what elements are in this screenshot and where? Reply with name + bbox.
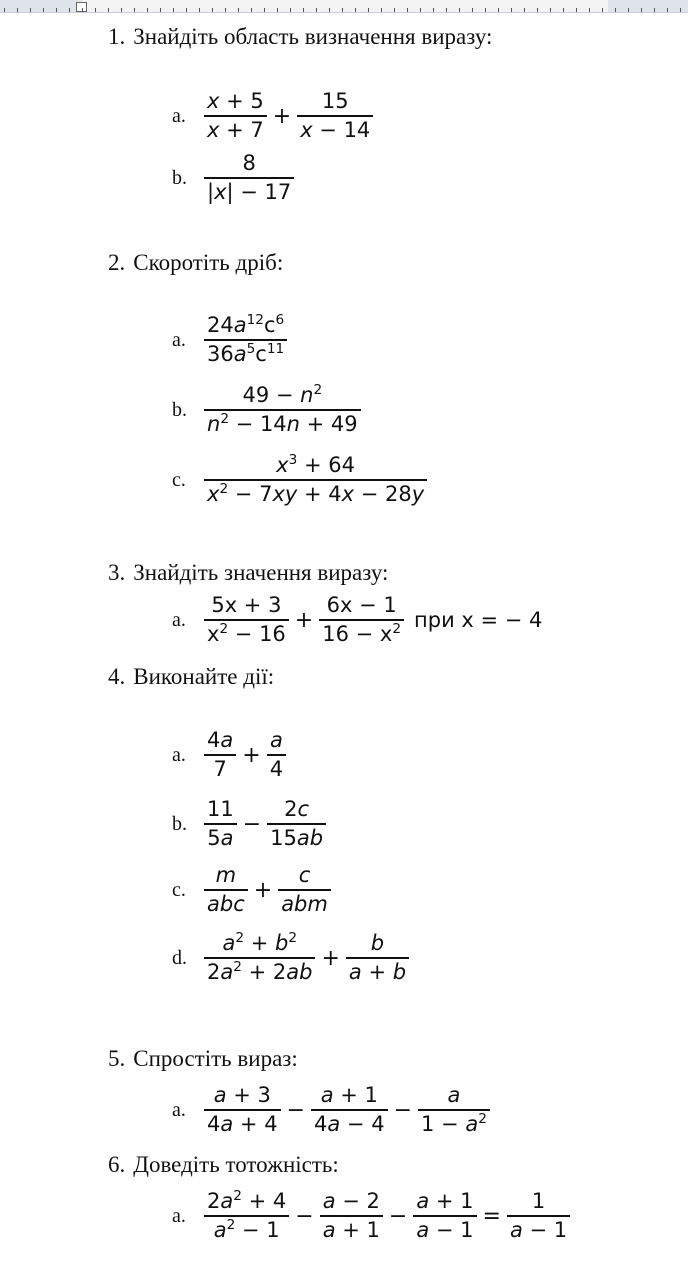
item-label: a. [172,104,186,127]
math-expression: $\frac{a^2 + b^2}{2a^2 + 2ab}$ + $\frac{b}{a + b}$ [202,930,411,987]
task-4-item-b [172,796,328,853]
ruler-tick [641,8,642,12]
task-number: 5. [108,1046,126,1071]
ruler-tick [342,8,343,12]
task-5-heading [108,1046,298,1072]
task-number: 1. [108,24,126,49]
task-title: Знайдіть значення виразу: [133,560,389,585]
item-label: b. [172,812,187,835]
item-label: b. [172,398,187,421]
math-expression: $\frac{4a}{7}$ + $\frac{a}{4}$ [202,727,288,784]
ruler-tick [472,8,473,12]
task-6-item-a [172,1188,572,1245]
ruler-tick [290,8,291,12]
ruler-tick [446,8,447,12]
ruler-tick [173,8,174,12]
item-label: c. [172,468,186,491]
ruler-tick [498,8,499,12]
task-title: Спростіть вираз: [133,1046,298,1071]
math-expression: $\frac{x^3 + 64}{x^2 - 7xy + 4x - 28y}$ [202,452,429,509]
ruler-tick [537,8,538,12]
ruler-tick [147,8,148,12]
ruler-tick [589,8,590,12]
math-expression: $\frac{2a^2 + 4}{a^2 - 1}$ − $\frac{a - 2}{a + 1}$ − $\frac{a + 1}{a - 1}$ = $\frac{1}{a - 1}$ [202,1188,572,1245]
item-label: a. [172,328,186,351]
ruler-tick [602,8,603,12]
ruler-tick [550,8,551,12]
task-1-item-a [172,88,375,145]
ruler-tick [225,8,226,12]
item-label: a. [172,1204,186,1227]
task-number: 4. [108,664,126,689]
ruler-tick [485,8,486,12]
task-4-heading [108,664,274,690]
ruler-tick [17,8,18,12]
task-3-item-a [172,592,542,649]
item-label: a. [172,743,186,766]
task-4-item-a [172,727,288,784]
ruler-tick [654,8,655,12]
ruler-tick [303,8,304,12]
task-4-item-d [172,930,411,987]
task-5-item-a [172,1082,492,1139]
task-number: 2. [108,250,126,275]
ruler-tick [420,8,421,12]
task-title: Виконайте дії: [133,664,275,689]
ruler-tick [628,8,629,12]
math-expression: $\frac{8}{|x| - 17}$ [202,150,296,207]
task-2-heading [108,250,283,276]
ruler-tick [680,8,681,12]
ruler-tick [329,8,330,12]
math-expression: $\frac{5x + 3}{x^2 - 16}$ + $\frac{6x - 1}{16 - x^2}$ [202,592,406,649]
task-title: Скоротіть дріб: [133,250,284,275]
math-expression: $\frac{11}{5a}$ − $\frac{2c}{15ab}$ [202,796,328,853]
ruler-tick [121,8,122,12]
task-4-item-c [172,862,333,919]
task-title: Доведіть тотожність: [133,1152,339,1177]
ruler-tick [82,8,83,12]
ruler-tick [563,8,564,12]
ruler-tick [4,8,5,12]
ruler-tick [316,8,317,12]
task-number: 6. [108,1152,126,1177]
item-label: b. [172,166,187,189]
task-2-item-b [172,382,363,439]
ruler-tick [95,8,96,12]
ruler-tick [186,8,187,12]
ruler-tick [134,8,135,12]
ruler-margin-right [608,0,688,12]
task-6-heading [108,1152,339,1178]
ruler-tick [576,8,577,12]
ruler-tick [615,8,616,12]
task-title: Знайдіть область визначення виразу: [133,24,493,49]
ruler-tick [108,8,109,12]
ruler-tick [212,8,213,12]
math-expression: $\frac{49 - n^2}{n^2 - 14n + 49}$ [202,382,363,439]
substitution-condition: при x = − 4 [414,608,543,633]
ruler-tick [459,8,460,12]
item-label: a. [172,1098,186,1121]
ruler-tick [199,8,200,12]
task-1-item-b [172,150,296,207]
ruler-tick [251,8,252,12]
item-label: a. [172,608,186,631]
task-number: 3. [108,560,126,585]
item-label: c. [172,878,186,901]
ruler-tick [368,8,369,12]
math-expression: $\frac{a + 3}{4a + 4}$ − $\frac{a + 1}{4a - 4}$ − $\frac{a}{1 - a^2}$ [202,1082,492,1139]
task-1-heading [108,24,492,50]
task-2-item-c [172,452,429,509]
math-expression: $\frac{24a^{12}c^6}{36a^5c^{11}}$ [202,312,289,369]
ruler-tick [56,8,57,12]
task-2-item-a [172,312,289,369]
horizontal-ruler[interactable] [0,0,688,13]
math-expression: $\frac{x + 5}{x + 7}$ + $\frac{15}{x - 14}$ [202,88,375,145]
ruler-tick [43,8,44,12]
ruler-tick [277,8,278,12]
ruler-tick [524,8,525,12]
ruler-tick [355,8,356,12]
ruler-tick [160,8,161,12]
ruler-tick [30,8,31,12]
task-3-heading [108,560,388,586]
math-expression: $\frac{m}{\text{abc}}$ + $\frac{c}{\text{abm}}$ [202,862,333,919]
ruler-tick [511,8,512,12]
item-label: d. [172,946,187,969]
ruler-tick [264,8,265,12]
ruler-tick [394,8,395,12]
ruler-tick [381,8,382,12]
ruler-tick [69,8,70,12]
ruler-tick [667,8,668,12]
ruler-tick [407,8,408,12]
ruler-tick [433,8,434,12]
ruler-tick [238,8,239,12]
